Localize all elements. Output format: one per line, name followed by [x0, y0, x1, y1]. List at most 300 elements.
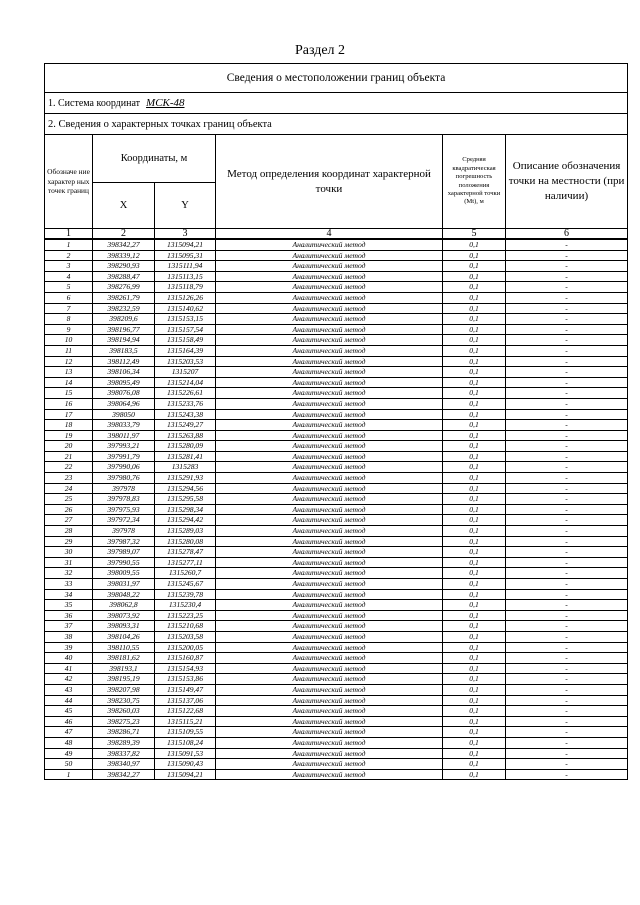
point-y: 1315115,21: [155, 716, 216, 727]
point-description: -: [506, 653, 628, 664]
table-row: [45, 579, 628, 590]
point-number: 25: [45, 494, 93, 505]
point-y: 1315094,21: [155, 240, 216, 251]
col-method-header: Метод определения координат характерной точки: [216, 135, 443, 229]
col-designation-header: Обозначе ние характер ных точек границ: [45, 135, 93, 229]
point-number: 41: [45, 663, 93, 674]
point-method: Аналитический метод: [216, 674, 443, 685]
point-x: 398275,23: [93, 716, 155, 727]
point-description: -: [506, 684, 628, 695]
point-y: 1315281,41: [155, 451, 216, 462]
point-method: Аналитический метод: [216, 716, 443, 727]
table-row: [45, 282, 628, 293]
point-number: 4: [45, 271, 93, 282]
point-y: 1315091,53: [155, 748, 216, 759]
table-row: [45, 653, 628, 664]
point-y: 1315153,15: [155, 314, 216, 325]
point-y: 1315109,55: [155, 727, 216, 738]
point-error: 0,1: [443, 240, 506, 251]
point-method: Аналитический метод: [216, 335, 443, 346]
point-error: 0,1: [443, 335, 506, 346]
point-number: 44: [45, 695, 93, 706]
point-number: 49: [45, 748, 93, 759]
col-y-header: Y: [155, 183, 216, 229]
point-x: 398106,34: [93, 367, 155, 378]
point-error: 0,1: [443, 420, 506, 431]
point-y: 1315122,68: [155, 706, 216, 717]
table-row: [45, 674, 628, 685]
point-description: -: [506, 430, 628, 441]
table-row: [45, 557, 628, 568]
point-error: 0,1: [443, 271, 506, 282]
point-method: Аналитический метод: [216, 420, 443, 431]
column-number: 1: [45, 229, 93, 239]
point-description: -: [506, 769, 628, 780]
point-error: 0,1: [443, 663, 506, 674]
point-number: 6: [45, 292, 93, 303]
point-y: 1315113,15: [155, 271, 216, 282]
point-x: 398342,27: [93, 240, 155, 251]
table-row: [45, 610, 628, 621]
point-x: 398286,71: [93, 727, 155, 738]
point-x: 398339,12: [93, 250, 155, 261]
point-x: 398048,22: [93, 589, 155, 600]
point-number: 21: [45, 451, 93, 462]
point-description: -: [506, 631, 628, 642]
table-row: [45, 642, 628, 653]
point-description: -: [506, 473, 628, 484]
point-x: 398207,98: [93, 684, 155, 695]
point-x: 398290,93: [93, 261, 155, 272]
column-number: 4: [216, 229, 443, 239]
point-number: 5: [45, 282, 93, 293]
point-y: 1315118,79: [155, 282, 216, 293]
point-description: -: [506, 335, 628, 346]
point-y: 1315153,86: [155, 674, 216, 685]
point-number: 18: [45, 420, 93, 431]
point-y: 1315158,49: [155, 335, 216, 346]
point-method: Аналитический метод: [216, 430, 443, 441]
point-x: 397990,55: [93, 557, 155, 568]
point-x: 398062,8: [93, 600, 155, 611]
table-row: [45, 398, 628, 409]
point-description: -: [506, 483, 628, 494]
point-method: Аналитический метод: [216, 451, 443, 462]
point-number: 28: [45, 526, 93, 537]
point-error: 0,1: [443, 684, 506, 695]
point-y: 1315289,03: [155, 526, 216, 537]
point-description: -: [506, 345, 628, 356]
point-error: 0,1: [443, 494, 506, 505]
point-description: -: [506, 695, 628, 706]
point-method: Аналитический метод: [216, 377, 443, 388]
table-row: [45, 377, 628, 388]
point-error: 0,1: [443, 451, 506, 462]
point-y: 1315294,42: [155, 515, 216, 526]
point-number: 8: [45, 314, 93, 325]
point-error: 0,1: [443, 356, 506, 367]
point-error: 0,1: [443, 345, 506, 356]
point-x: 397980,76: [93, 473, 155, 484]
section-title: Раздел 2: [294, 43, 346, 58]
point-description: -: [506, 515, 628, 526]
point-y: 1315249,27: [155, 420, 216, 431]
point-error: 0,1: [443, 674, 506, 685]
point-error: 0,1: [443, 441, 506, 452]
point-number: 32: [45, 568, 93, 579]
point-number: 35: [45, 600, 93, 611]
point-error: 0,1: [443, 695, 506, 706]
point-method: Аналитический метод: [216, 568, 443, 579]
table-row: [45, 261, 628, 272]
table-row: [45, 345, 628, 356]
point-number: 27: [45, 515, 93, 526]
point-description: -: [506, 504, 628, 515]
table-row: [45, 409, 628, 420]
point-y: 1315203,53: [155, 356, 216, 367]
point-description: -: [506, 579, 628, 590]
point-description: -: [506, 610, 628, 621]
point-error: 0,1: [443, 526, 506, 537]
point-x: 398342,27: [93, 769, 155, 780]
point-description: -: [506, 462, 628, 473]
point-y: 1315291,93: [155, 473, 216, 484]
point-method: Аналитический метод: [216, 367, 443, 378]
column-number: 2: [93, 229, 155, 239]
point-x: 398031,97: [93, 579, 155, 590]
point-y: 1315294,56: [155, 483, 216, 494]
point-y: 1315160,87: [155, 653, 216, 664]
point-error: 0,1: [443, 727, 506, 738]
point-y: 1315230,4: [155, 600, 216, 611]
point-method: Аналитический метод: [216, 769, 443, 780]
point-error: 0,1: [443, 292, 506, 303]
point-method: Аналитический метод: [216, 621, 443, 632]
point-x: 398009,55: [93, 568, 155, 579]
point-number: 40: [45, 653, 93, 664]
point-y: 1315210,68: [155, 621, 216, 632]
point-y: 1315277,11: [155, 557, 216, 568]
coord-system-row: [45, 93, 628, 114]
table-row: [45, 250, 628, 261]
point-method: Аналитический метод: [216, 727, 443, 738]
point-method: Аналитический метод: [216, 557, 443, 568]
point-x: 397978: [93, 526, 155, 537]
point-y: 1315280,08: [155, 536, 216, 547]
point-number: 3: [45, 261, 93, 272]
point-y: 1315094,21: [155, 769, 216, 780]
point-description: -: [506, 621, 628, 632]
point-x: 398288,47: [93, 271, 155, 282]
point-number: 13: [45, 367, 93, 378]
point-method: Аналитический метод: [216, 483, 443, 494]
point-x: 398195,19: [93, 674, 155, 685]
point-method: Аналитический метод: [216, 684, 443, 695]
column-number-row: [45, 229, 628, 239]
point-description: -: [506, 388, 628, 399]
point-method: Аналитический метод: [216, 261, 443, 272]
point-x: 398064,96: [93, 398, 155, 409]
point-number: 12: [45, 356, 93, 367]
point-number: 45: [45, 706, 93, 717]
point-description: -: [506, 261, 628, 272]
point-error: 0,1: [443, 398, 506, 409]
point-description: -: [506, 409, 628, 420]
column-number: 3: [155, 229, 216, 239]
point-y: 1315239,78: [155, 589, 216, 600]
point-x: 398337,82: [93, 748, 155, 759]
point-number: 15: [45, 388, 93, 399]
point-method: Аналитический метод: [216, 441, 443, 452]
table-title: Сведения о местоположении границ объекта: [45, 64, 628, 93]
point-method: Аналитический метод: [216, 292, 443, 303]
point-method: Аналитический метод: [216, 473, 443, 484]
point-x: 398196,77: [93, 324, 155, 335]
table-row: [45, 536, 628, 547]
table-row: [45, 367, 628, 378]
coord-system-label: 1. Система координат: [48, 98, 141, 109]
point-method: Аналитический метод: [216, 737, 443, 748]
table-row: [45, 494, 628, 505]
point-x: 397990,06: [93, 462, 155, 473]
point-method: Аналитический метод: [216, 600, 443, 611]
table-row: [45, 483, 628, 494]
column-number: 5: [443, 229, 506, 239]
point-y: 1315298,34: [155, 504, 216, 515]
point-number: 17: [45, 409, 93, 420]
point-x: 397987,32: [93, 536, 155, 547]
point-description: -: [506, 292, 628, 303]
point-y: 1315280,09: [155, 441, 216, 452]
point-y: 1315164,39: [155, 345, 216, 356]
point-number: 37: [45, 621, 93, 632]
table-row: [45, 759, 628, 770]
point-description: -: [506, 547, 628, 558]
point-error: 0,1: [443, 642, 506, 653]
point-y: 1315140,62: [155, 303, 216, 314]
point-description: -: [506, 748, 628, 759]
point-method: Аналитический метод: [216, 271, 443, 282]
point-method: Аналитический метод: [216, 504, 443, 515]
table-row: [45, 663, 628, 674]
point-method: Аналитический метод: [216, 579, 443, 590]
point-y: 1315126,26: [155, 292, 216, 303]
point-y: 1315295,58: [155, 494, 216, 505]
point-method: Аналитический метод: [216, 663, 443, 674]
point-description: -: [506, 727, 628, 738]
table-row: [45, 515, 628, 526]
point-error: 0,1: [443, 536, 506, 547]
point-error: 0,1: [443, 589, 506, 600]
point-number: 33: [45, 579, 93, 590]
point-number: 26: [45, 504, 93, 515]
point-y: 1315263,88: [155, 430, 216, 441]
column-number: 6: [506, 229, 628, 239]
table-row: [45, 695, 628, 706]
points-table: [44, 239, 628, 780]
point-error: 0,1: [443, 716, 506, 727]
point-error: 0,1: [443, 504, 506, 515]
point-description: -: [506, 568, 628, 579]
point-number: 7: [45, 303, 93, 314]
point-x: 397991,79: [93, 451, 155, 462]
point-description: -: [506, 759, 628, 770]
point-x: 397978,83: [93, 494, 155, 505]
point-error: 0,1: [443, 547, 506, 558]
point-x: 398095,49: [93, 377, 155, 388]
point-error: 0,1: [443, 388, 506, 399]
point-number: 48: [45, 737, 93, 748]
point-description: -: [506, 324, 628, 335]
point-x: 398073,92: [93, 610, 155, 621]
point-error: 0,1: [443, 610, 506, 621]
point-description: -: [506, 600, 628, 611]
point-method: Аналитический метод: [216, 462, 443, 473]
point-x: 398193,1: [93, 663, 155, 674]
point-description: -: [506, 282, 628, 293]
point-method: Аналитический метод: [216, 759, 443, 770]
point-method: Аналитический метод: [216, 356, 443, 367]
point-x: 398261,79: [93, 292, 155, 303]
point-x: 398183,5: [93, 345, 155, 356]
point-number: 29: [45, 536, 93, 547]
point-number: 10: [45, 335, 93, 346]
point-error: 0,1: [443, 706, 506, 717]
point-error: 0,1: [443, 600, 506, 611]
point-error: 0,1: [443, 282, 506, 293]
table-row: [45, 271, 628, 282]
table-row: [45, 441, 628, 452]
point-error: 0,1: [443, 324, 506, 335]
point-method: Аналитический метод: [216, 324, 443, 335]
point-x: 398112,49: [93, 356, 155, 367]
table-row: [45, 420, 628, 431]
point-x: 397975,93: [93, 504, 155, 515]
point-method: Аналитический метод: [216, 282, 443, 293]
table-row: [45, 430, 628, 441]
point-y: 1315260,7: [155, 568, 216, 579]
point-number: 22: [45, 462, 93, 473]
table-row: [45, 473, 628, 484]
col-error-header: Средняя квадратическая погрешность положения характерной точки (Mt), м: [443, 135, 506, 229]
point-error: 0,1: [443, 631, 506, 642]
point-error: 0,1: [443, 303, 506, 314]
point-error: 0,1: [443, 515, 506, 526]
table-row: [45, 324, 628, 335]
point-number: 9: [45, 324, 93, 335]
point-number: 30: [45, 547, 93, 558]
point-description: -: [506, 663, 628, 674]
boundary-sheet: [44, 63, 627, 780]
table-row: [45, 706, 628, 717]
point-y: 1315108,24: [155, 737, 216, 748]
point-method: Аналитический метод: [216, 706, 443, 717]
point-x: 398340,97: [93, 759, 155, 770]
point-description: -: [506, 536, 628, 547]
point-error: 0,1: [443, 483, 506, 494]
point-y: 1315207: [155, 367, 216, 378]
point-y: 1315283: [155, 462, 216, 473]
point-x: 398181,62: [93, 653, 155, 664]
point-y: 1315245,67: [155, 579, 216, 590]
point-x: 398260,03: [93, 706, 155, 717]
point-number: 50: [45, 759, 93, 770]
point-x: 398230,75: [93, 695, 155, 706]
point-y: 1315203,58: [155, 631, 216, 642]
coord-system-value: МСК-48: [146, 97, 185, 109]
table-row: [45, 684, 628, 695]
table-row: [45, 600, 628, 611]
point-description: -: [506, 240, 628, 251]
point-x: 398276,99: [93, 282, 155, 293]
table-row: [45, 292, 628, 303]
point-description: -: [506, 356, 628, 367]
point-y: 1315278,47: [155, 547, 216, 558]
point-method: Аналитический метод: [216, 409, 443, 420]
point-error: 0,1: [443, 653, 506, 664]
point-error: 0,1: [443, 409, 506, 420]
point-error: 0,1: [443, 314, 506, 325]
table-row: [45, 504, 628, 515]
point-x: 398050: [93, 409, 155, 420]
point-error: 0,1: [443, 261, 506, 272]
point-y: 1315200,05: [155, 642, 216, 653]
point-method: Аналитический метод: [216, 748, 443, 759]
table-row: [45, 314, 628, 325]
point-x: 397978: [93, 483, 155, 494]
point-number: 36: [45, 610, 93, 621]
col-description-header: Описание обозначения точки на местности (при наличии): [506, 135, 628, 229]
point-error: 0,1: [443, 579, 506, 590]
point-number: 14: [45, 377, 93, 388]
header-table: [44, 63, 628, 239]
point-method: Аналитический метод: [216, 631, 443, 642]
point-y: 1315090,43: [155, 759, 216, 770]
point-number: 38: [45, 631, 93, 642]
point-number: 19: [45, 430, 93, 441]
point-number: 24: [45, 483, 93, 494]
point-x: 397993,21: [93, 441, 155, 452]
point-number: 43: [45, 684, 93, 695]
point-error: 0,1: [443, 568, 506, 579]
point-y: 1315157,54: [155, 324, 216, 335]
point-description: -: [506, 367, 628, 378]
point-description: -: [506, 716, 628, 727]
point-x: 398194,94: [93, 335, 155, 346]
points-body: [45, 240, 628, 780]
col-coordinates-header: Координаты, м: [93, 135, 216, 183]
point-error: 0,1: [443, 430, 506, 441]
point-y: 1315137,06: [155, 695, 216, 706]
point-x: 398232,59: [93, 303, 155, 314]
point-x: 398033,79: [93, 420, 155, 431]
point-y: 1315154,93: [155, 663, 216, 674]
point-number: 1: [45, 769, 93, 780]
col-x-header: X: [93, 183, 155, 229]
table-row: [45, 547, 628, 558]
point-description: -: [506, 441, 628, 452]
table-row: [45, 769, 628, 780]
point-description: -: [506, 377, 628, 388]
point-description: -: [506, 314, 628, 325]
table-row: [45, 748, 628, 759]
point-method: Аналитический метод: [216, 240, 443, 251]
point-error: 0,1: [443, 557, 506, 568]
table-row: [45, 356, 628, 367]
point-error: 0,1: [443, 759, 506, 770]
table-row: [45, 589, 628, 600]
point-error: 0,1: [443, 748, 506, 759]
